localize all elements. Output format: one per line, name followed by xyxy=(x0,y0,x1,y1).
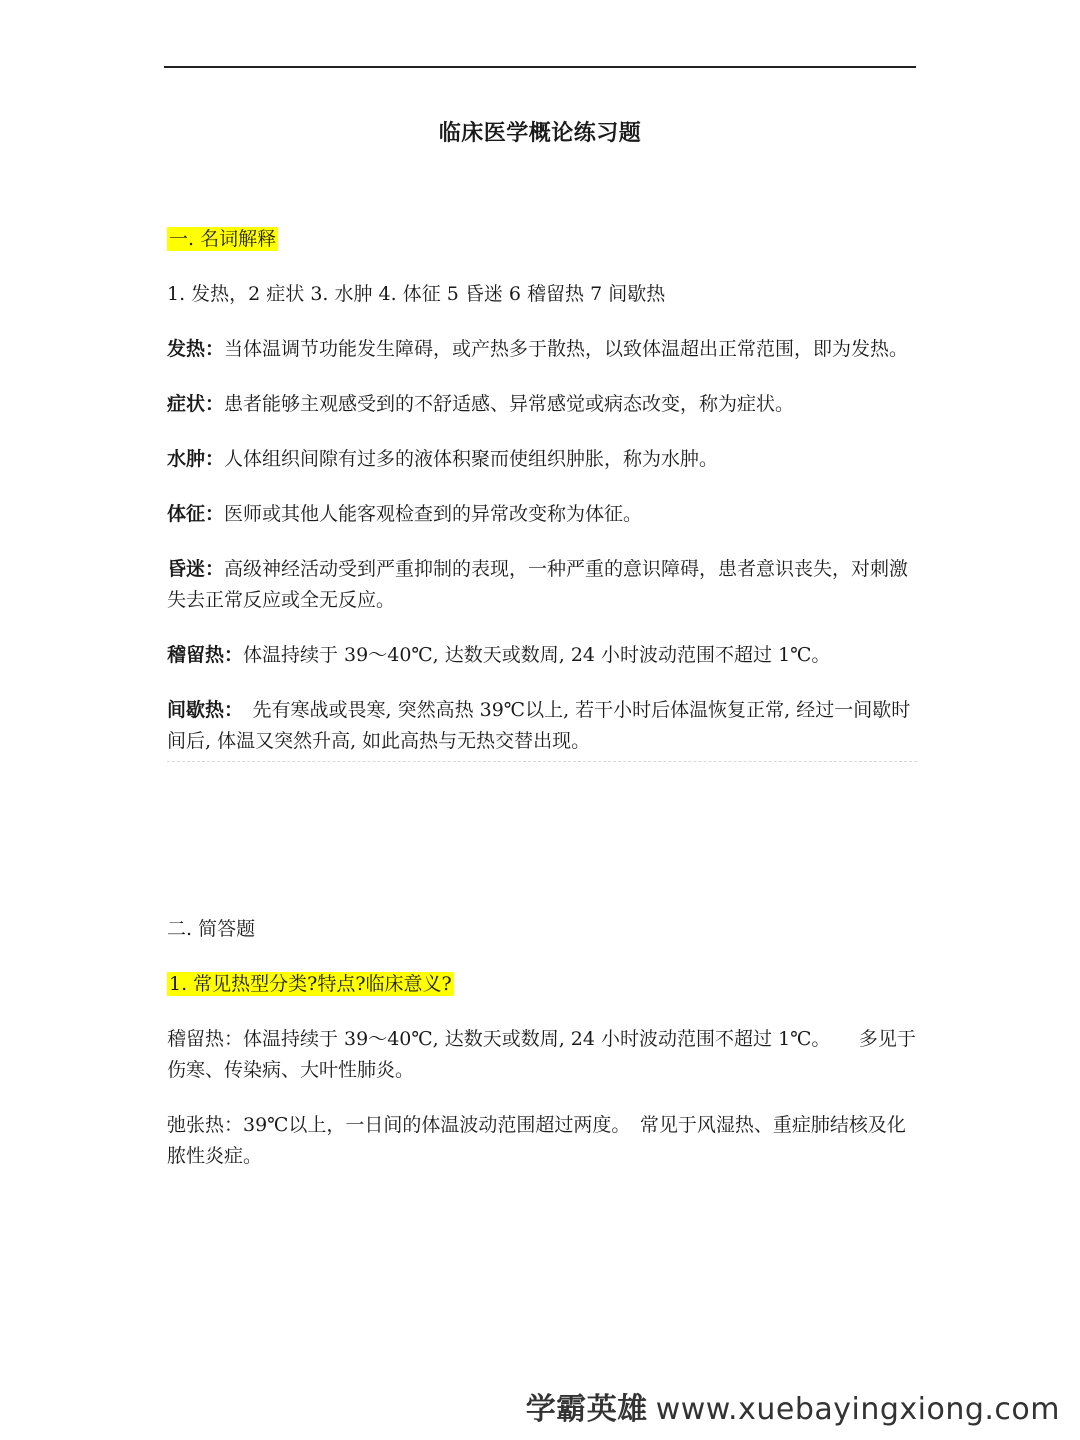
definition-intermittent-fever xyxy=(167,695,917,757)
definition-symptom xyxy=(167,389,917,420)
dashed-separator xyxy=(167,761,917,762)
definition-text: 先有寒战或畏寒, 突然高热 39℃以上, 若干小时后体温恢复正常, 经过一间歇时间后, 体温又突然升高, 如此高热与无热交替出现。 xyxy=(167,699,911,752)
highlighted-question: 1. 常见热型分类?特点?临床意义? xyxy=(169,973,452,995)
definition-text: 医师或其他人能客观检查到的异常改变称为体征。 xyxy=(224,503,643,525)
definition-text: 高级神经活动受到严重抑制的表现，一种严重的意识障碍，患者意识丧失，对刺激失去正常反应或全无反应。 xyxy=(167,558,909,611)
answer-remittent-fever: 弛张热：39℃以上，一日间的体温波动范围超过两度。 常见于风湿热、重症肺结核及化脓性炎症。 xyxy=(167,1114,906,1167)
section-heading xyxy=(167,224,917,255)
definition-term: 发热： xyxy=(167,338,225,360)
definition-text: 人体组织间隙有过多的液体积聚而使组织肿胀，称为水肿。 xyxy=(224,448,719,470)
watermark xyxy=(526,1384,1060,1428)
definition-edema xyxy=(167,444,917,475)
highlighted-heading: 一. 名词解释 xyxy=(169,228,277,250)
definition-term: 昏迷： xyxy=(167,558,225,580)
header-rule xyxy=(164,66,916,68)
section-heading: 二. 简答题 xyxy=(167,918,256,940)
section-terms xyxy=(167,224,917,762)
watermark-url: www.xuebayingxiong.com xyxy=(655,1392,1060,1427)
document-title: 临床医学概论练习题 xyxy=(438,121,642,146)
section-short-answer xyxy=(167,914,917,1196)
definition-term: 间歇热： xyxy=(167,699,234,721)
definition-term: 体征： xyxy=(167,503,225,525)
term-list: 1. 发热，2 症状 3. 水肿 4. 体征 5 昏迷 6 稽留热 7 间歇热 xyxy=(167,283,666,305)
question xyxy=(167,969,917,1000)
definition-term: 症状： xyxy=(167,393,225,415)
definition-text: 当体温调节功能发生障碍，或产热多于散热，以致体温超出正常范围，即为发热。 xyxy=(224,338,909,360)
definition-coma xyxy=(167,554,917,616)
watermark-brand: 学霸英雄 xyxy=(525,1392,648,1427)
definition-sign xyxy=(167,499,917,530)
definition-fever xyxy=(167,334,917,365)
definition-continued-fever xyxy=(167,640,917,671)
definition-term: 稽留热： xyxy=(167,644,244,666)
definition-text: 患者能够主观感受到的不舒适感、异常感觉或病态改变，称为症状。 xyxy=(224,393,795,415)
definition-text: 体温持续于 39～40℃, 达数天或数周, 24 小时波动范围不超过 1℃。 xyxy=(243,644,831,666)
answer-continued-fever: 稽留热：体温持续于 39～40℃, 达数天或数周, 24 小时波动范围不超过 1℃。 多见于伤寒、传染病、大叶性肺炎。 xyxy=(167,1028,916,1081)
definition-term: 水肿： xyxy=(167,448,225,470)
